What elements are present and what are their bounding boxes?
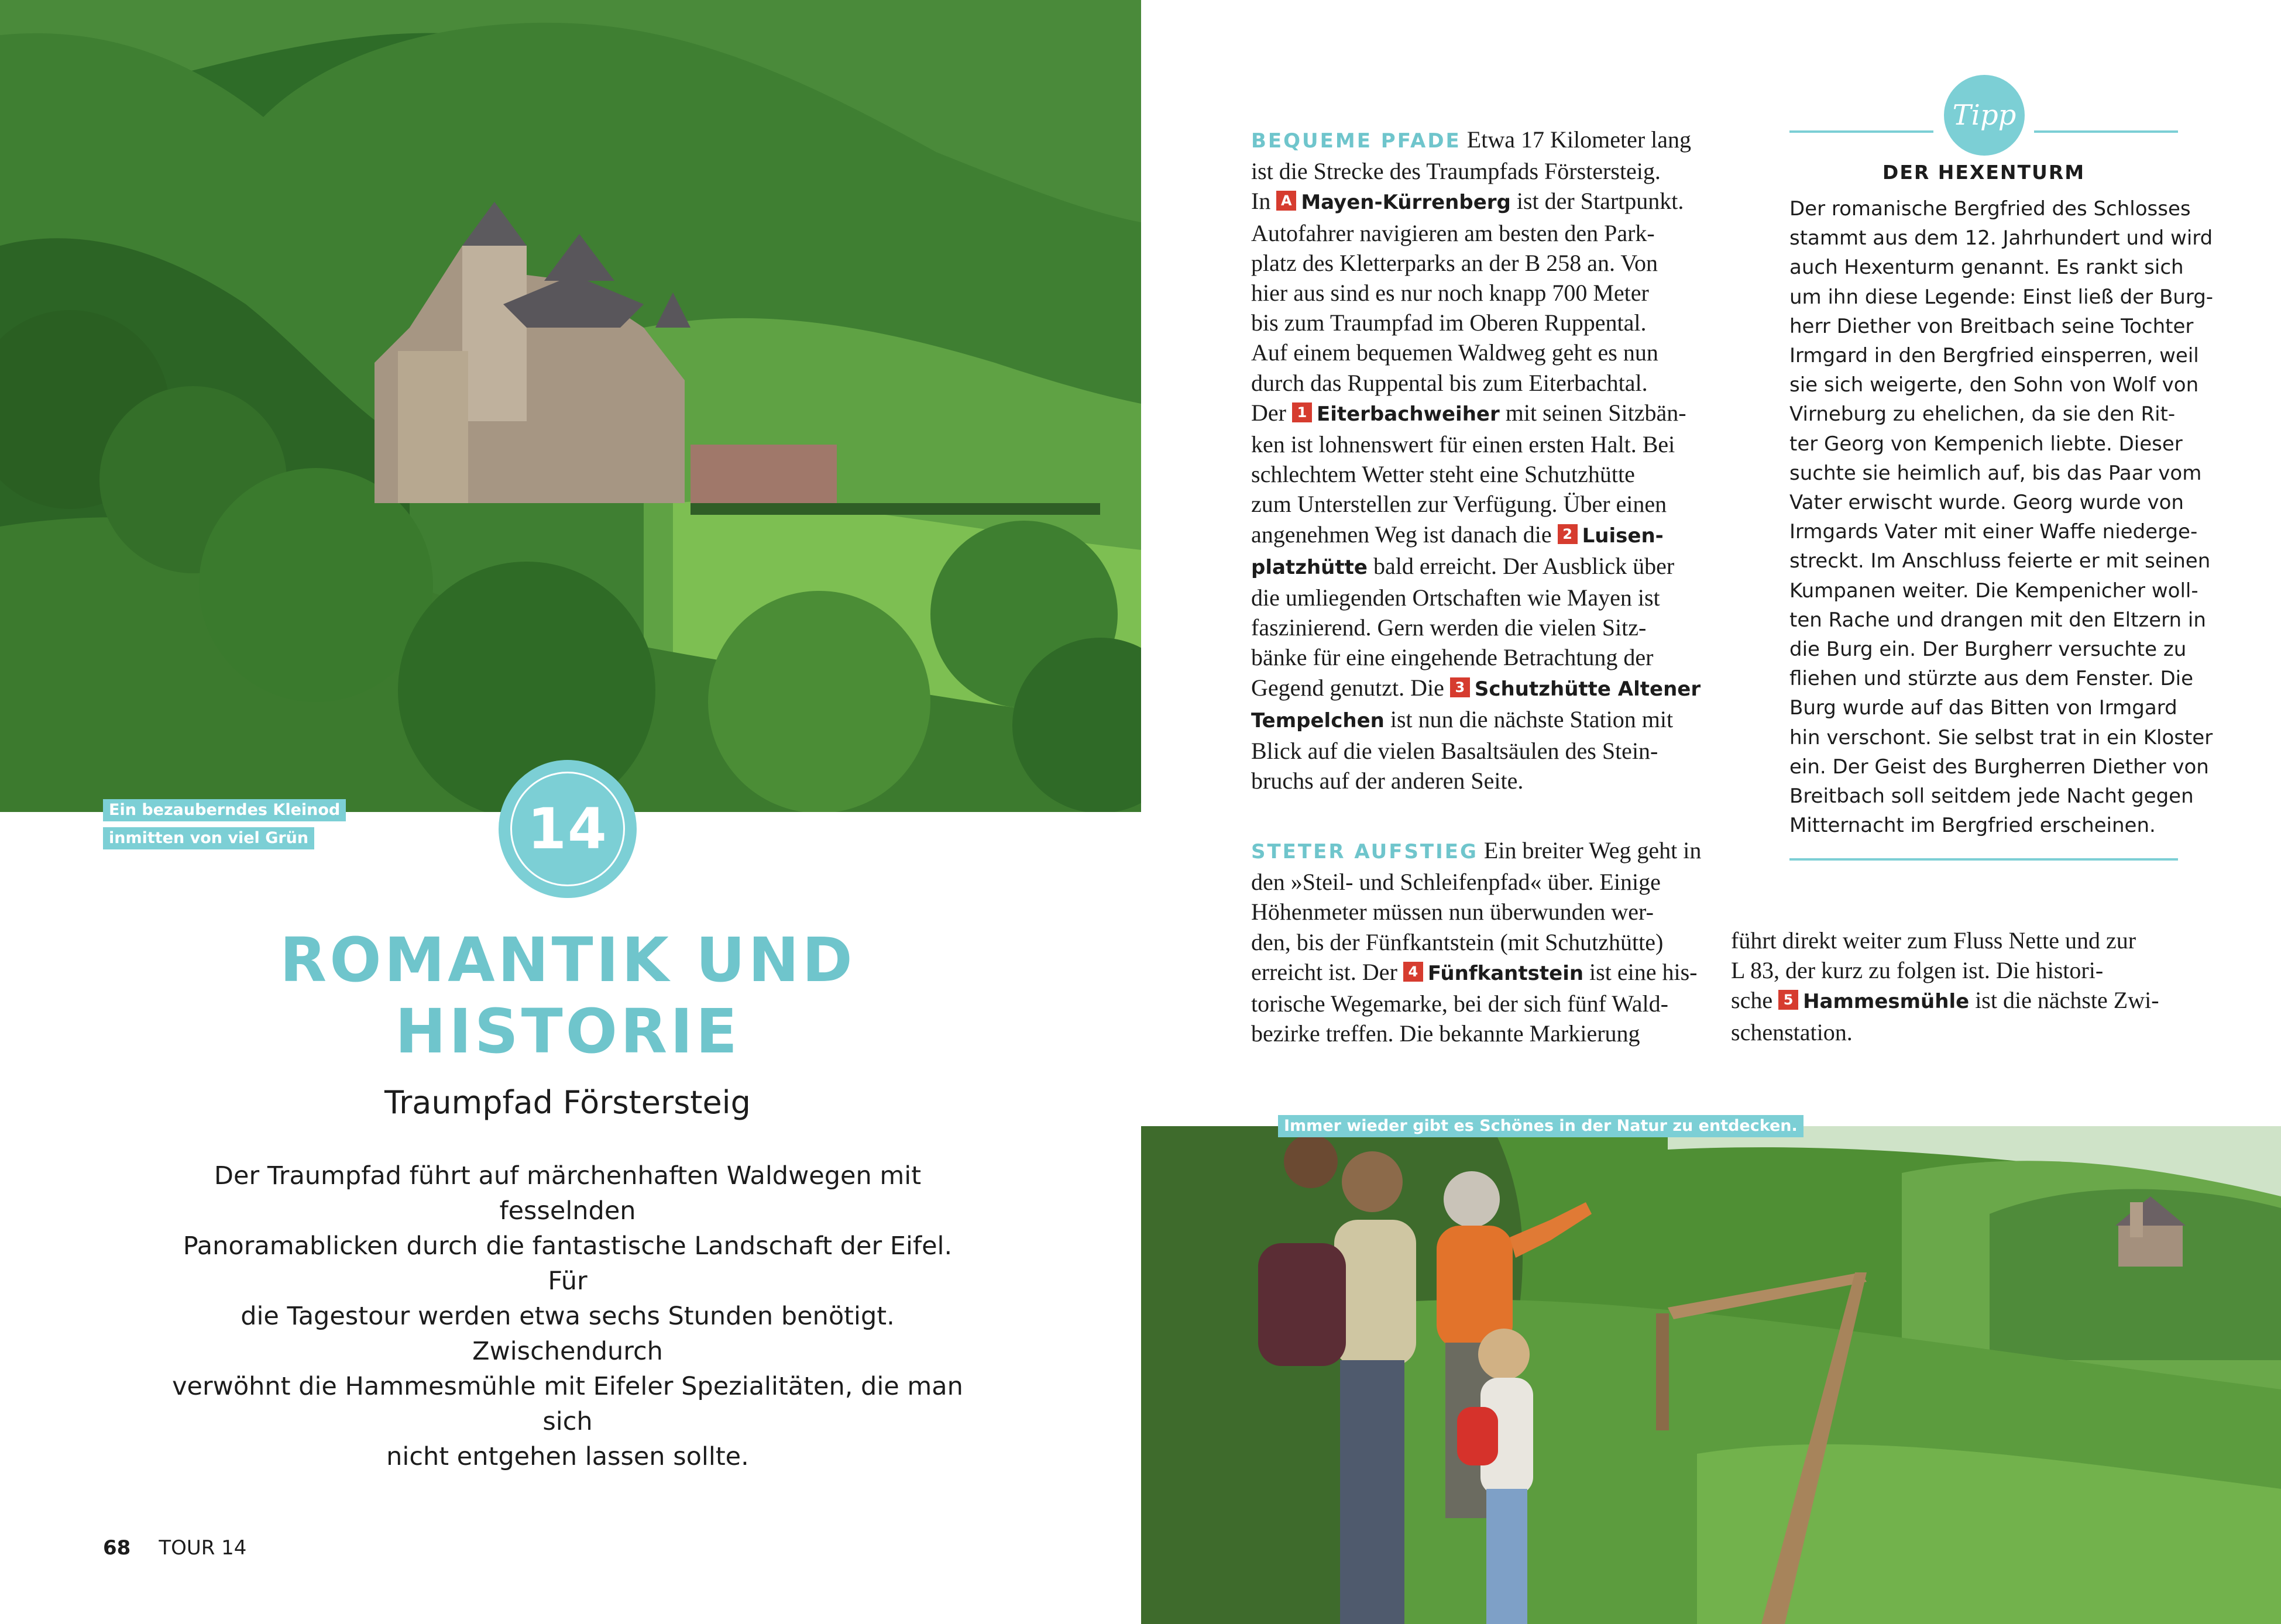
body-text: In — [1251, 188, 1271, 215]
headline-line-2: HISTORIE — [395, 996, 740, 1067]
intro-line: die Tagestour werden etwa sechs Stunden benötigt. Zwischendurch — [241, 1302, 895, 1366]
hikers-photo — [1141, 1126, 2281, 1624]
tip-badge: Tipp — [1944, 75, 2025, 156]
tip-line: Der romanische Bergfried des Schlosses — [1789, 197, 2191, 221]
intro-line: nicht entgehen lassen sollte. — [386, 1442, 749, 1471]
tour-number-badge — [499, 760, 637, 898]
body-column-2 — [1251, 835, 1708, 1048]
page-number: 68 — [103, 1536, 131, 1560]
castle-caption-line-1: Ein bezauberndes Kleinod — [103, 799, 346, 821]
tip-line: Vater erwischt wurde. Georg wurde von — [1789, 491, 2184, 515]
body-text: bald erreicht. Der Ausblick über — [1373, 552, 1675, 579]
section-kicker-bequeme-pfade: BEQUEME PFADE — [1251, 129, 1461, 153]
body-line: hier aus sind es nur noch knapp 700 Meter — [1251, 280, 1649, 307]
body-text: Der — [1251, 399, 1286, 426]
body-text: Gegend genutzt. Die — [1251, 674, 1444, 701]
body-text: ist nun die nächste Station mit — [1390, 706, 1674, 732]
body-column-3 — [1731, 925, 2187, 1047]
tip-line: auch Hexenturm genannt. Es rankt sich — [1789, 256, 2184, 280]
place-hammesmuehle: Hammesmühle — [1803, 990, 1970, 1014]
tip-line: Irmgard in den Bergfried einsperren, weil — [1789, 344, 2199, 368]
hikers-forest-illustration — [1141, 1126, 2281, 1624]
tip-line: Virneburg zu ehelichen, da sie den Rit- — [1789, 402, 2176, 426]
page-headline — [117, 924, 1018, 1067]
tip-line: streckt. Im Anschluss feierte er mit seinen — [1789, 549, 2211, 573]
tip-line: die Burg ein. Der Burgherr versuchte zu — [1789, 638, 2187, 662]
body-column-1 — [1251, 125, 1708, 796]
tip-title: DER HEXENTURM — [1882, 161, 2086, 184]
map-marker-2: 2 — [1558, 524, 1578, 544]
place-fuenfkantstein: Fünfkantstein — [1427, 961, 1584, 985]
body-text: erreicht ist. Der — [1251, 958, 1397, 985]
intro-line: Der Traumpfad führt auf märchenhaften Waldwegen mit fesselnden — [214, 1161, 922, 1226]
intro-text — [170, 1158, 966, 1474]
body-text: ist eine his- — [1589, 958, 1698, 985]
body-line: schenstation. — [1731, 1019, 1853, 1045]
tip-line: Mitternacht im Bergfried erscheinen. — [1789, 814, 2156, 838]
map-marker-1: 1 — [1292, 402, 1312, 422]
tip-line: um ihn diese Legende: Einst ließ der Burg- — [1789, 285, 2214, 309]
section-label: TOUR 14 — [159, 1536, 247, 1560]
tip-line: Burg wurde auf das Bitten von Irmgard — [1789, 696, 2177, 720]
place-mayen-kuerrenberg: Mayen-Kürrenberg — [1301, 191, 1511, 215]
castle-caption-line-2: inmitten von viel Grün — [103, 827, 314, 849]
body-line: Auf einem bequemen Waldweg geht es nun — [1251, 339, 1658, 366]
section-kicker-steter-aufstieg: STETER AUFSTIEG — [1251, 840, 1478, 863]
tip-line: suchte sie heimlich auf, bis das Paar vom — [1789, 461, 2202, 485]
map-marker-a: A — [1276, 191, 1296, 211]
tip-divider-top-left — [1789, 130, 1933, 133]
castle-photo — [0, 0, 1141, 812]
tip-line: Kumpanen weiter. Die Kempenicher woll- — [1789, 579, 2198, 603]
map-marker-3: 3 — [1450, 677, 1470, 697]
tip-line: fliehen und stürzte aus dem Fenster. Die — [1789, 667, 2194, 691]
body-line: die umliegenden Ortschaften wie Mayen ist — [1251, 584, 1660, 611]
body-line: Höhenmeter müssen nun überwunden wer- — [1251, 899, 1654, 925]
body-line: den »Steil- und Schleifenpfad« über. Einige — [1251, 869, 1661, 896]
tip-line: stammt aus dem 12. Jahrhundert und wird — [1789, 226, 2213, 250]
map-marker-4: 4 — [1403, 962, 1423, 982]
body-line: Etwa 17 Kilometer lang — [1466, 126, 1692, 153]
tip-text — [1789, 194, 2214, 840]
tip-line: sie sich weigerte, den Sohn von Wolf von — [1789, 373, 2199, 397]
castle-landscape-illustration — [0, 0, 1141, 812]
tip-line: ten Rache und drangen mit den Eltzern in — [1789, 608, 2206, 632]
body-line: zum Unterstellen zur Verfügung. Über einen — [1251, 491, 1667, 518]
body-line: durch das Ruppental bis zum Eiterbachtal. — [1251, 369, 1648, 396]
body-text: ist der Startpunkt. — [1516, 188, 1684, 215]
body-line: Ein breiter Weg geht in — [1483, 837, 1702, 863]
body-line: den, bis der Fünfkantstein (mit Schutzhütte) — [1251, 928, 1664, 955]
body-line: schlechtem Wetter steht eine Schutzhütte — [1251, 461, 1635, 488]
body-line: bänke für eine eingehende Betrachtung der — [1251, 644, 1654, 671]
body-line: torische Wegemarke, bei der sich fünf Wald- — [1251, 990, 1668, 1017]
body-line: ken ist lohnenswert für einen ersten Halt. Bei — [1251, 431, 1675, 458]
tip-line: Irmgards Vater mit einer Waffe niederge- — [1789, 520, 2198, 544]
place-luisenplatzhuette-part1: Luisen- — [1582, 524, 1664, 548]
tour-number: 14 — [527, 796, 608, 862]
body-line: bis zum Traumpfad im Oberen Ruppental. — [1251, 309, 1647, 336]
tip-divider-top-right — [2034, 130, 2178, 133]
tip-line: ein. Der Geist des Burgherren Diether von — [1789, 755, 2209, 779]
body-line: faszinierend. Gern werden die vielen Sitz- — [1251, 614, 1647, 641]
body-text: angenehmen Weg ist danach die — [1251, 521, 1552, 548]
tip-line: ter Georg von Kempenich liebte. Dieser — [1789, 432, 2183, 456]
body-line: bruchs auf der anderen Seite. — [1251, 768, 1524, 794]
tour-subtitle: Traumpfad Förstersteig — [384, 1084, 751, 1121]
page-folio — [103, 1534, 246, 1562]
place-schutzhuette-part2: Tempelchen — [1251, 708, 1385, 732]
headline-line-1: ROMANTIK UND — [280, 924, 856, 996]
place-luisenplatzhuette-part2: platzhütte — [1251, 555, 1368, 579]
hikers-caption: Immer wieder gibt es Schönes in der Natur zu entdecken. — [1278, 1115, 1803, 1137]
body-text: ist die nächste Zwi- — [1975, 987, 2159, 1014]
tip-line: hin verschont. Sie selbst trat in ein Kloster — [1789, 725, 2213, 749]
body-line: ist die Strecke des Traumpfads Förstersteig. — [1251, 158, 1661, 185]
body-text: sche — [1731, 987, 1773, 1014]
tip-divider-bottom — [1789, 858, 2178, 861]
body-text: mit seinen Sitzbän- — [1505, 399, 1686, 426]
body-line: platz des Kletterparks an der B 258 an. Von — [1251, 249, 1658, 276]
body-line: Autofahrer navigieren am besten den Park- — [1251, 219, 1655, 246]
place-schutzhuette-part1: Schutzhütte Altener — [1474, 677, 1701, 701]
intro-line: Panoramablicken durch die fantastische Landschaft der Eifel. Für — [183, 1231, 953, 1296]
tip-line: Breitbach soll seitdem jede Nacht gegen — [1789, 785, 2194, 808]
body-line: Blick auf die vielen Basaltsäulen des Stein- — [1251, 738, 1658, 765]
map-marker-5: 5 — [1778, 990, 1798, 1010]
body-line: L 83, der kurz zu folgen ist. Die histori- — [1731, 957, 2104, 984]
body-line: führt direkt weiter zum Fluss Nette und zur — [1731, 927, 2136, 954]
intro-line: verwöhnt die Hammesmühle mit Eifeler Spezialitäten, die man sich — [172, 1372, 963, 1436]
body-line: bezirke treffen. Die bekannte Markierung — [1251, 1020, 1640, 1047]
tip-line: herr Diether von Breitbach seine Tochter — [1789, 314, 2194, 338]
place-eiterbachweiher: Eiterbachweiher — [1316, 402, 1500, 426]
